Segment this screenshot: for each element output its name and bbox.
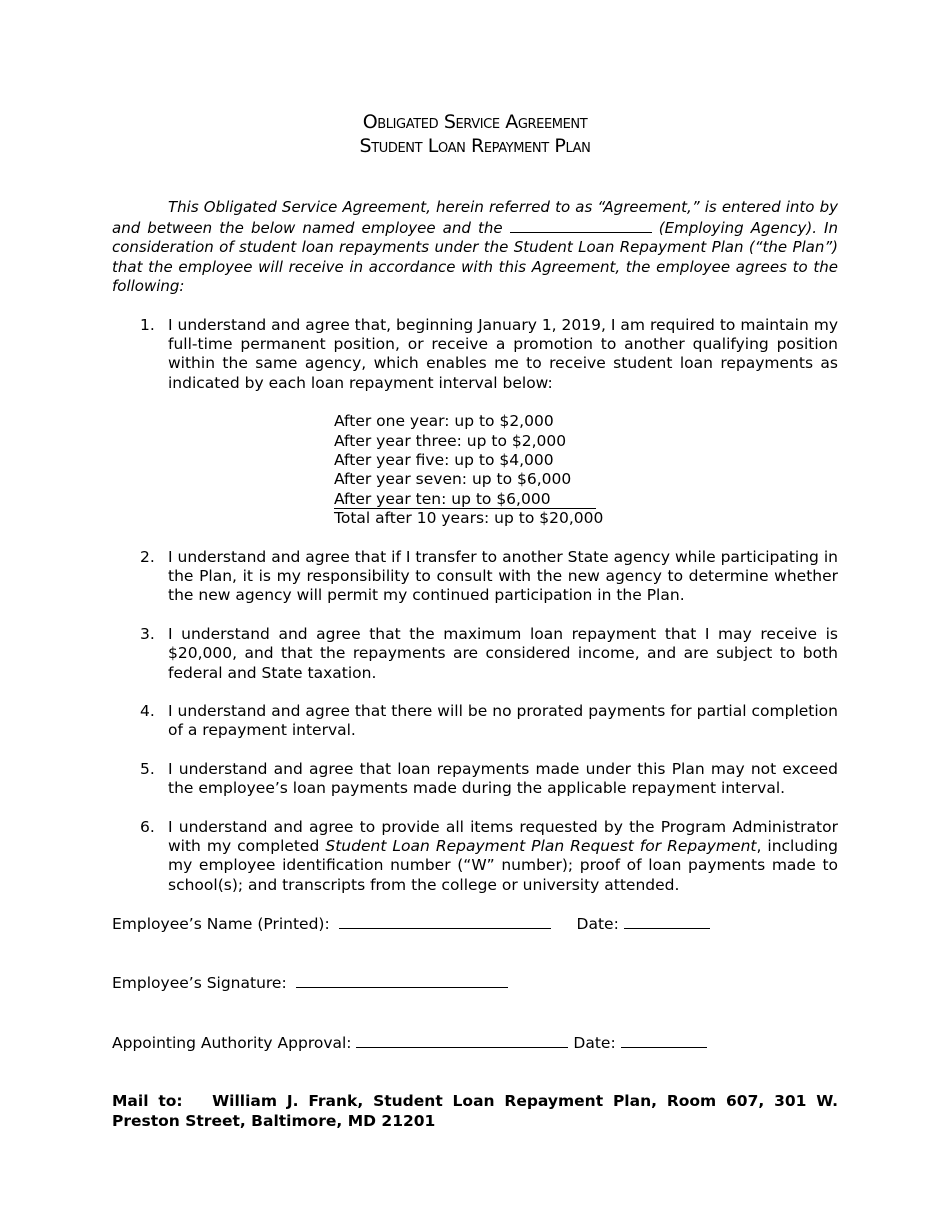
term-text-after: , including my employee identification number (“W” number); proof of loan payments made to school(s); and transcripts from the college or university attended. — [168, 837, 838, 894]
mail-to-address — [112, 1092, 838, 1131]
schedule-row: After year three: up to $2,000 — [334, 431, 567, 450]
mail-address: William J. Frank, Student Loan Repayment Plan, Room 607, 301 W. Preston Street, Baltimore, MD 21201 — [112, 1092, 838, 1130]
intro-text-part-2: (Employing Agency). In consideration of student loan repayments under the Student Loan Repayment Plan (“the Plan”) that the employee will receive in accordance with this Agreement, the employee agrees to the following: — [112, 218, 838, 295]
term-number: 5. — [140, 759, 155, 778]
term-item-1 — [112, 316, 838, 529]
term-item-2 — [112, 548, 838, 606]
term-number: 3. — [140, 624, 155, 643]
term-text: I understand and agree that if I transfer to another State agency while participating in the Plan, it is my responsibility to consult with the new agency to determine whether the new agency will permit my continued participation in the Plan. — [168, 547, 838, 605]
title-line-1: Obligated Service Agreement — [362, 111, 588, 133]
term-number: 4. — [140, 702, 155, 720]
employee-name-label: Employee’s Name (Printed): — [112, 915, 330, 933]
approval-date-label: Date: — [573, 1034, 616, 1052]
term-item-5 — [112, 760, 838, 799]
employee-signature-label: Employee’s Signature: — [112, 974, 287, 992]
term-text: I understand and agree that there will be no prorated payments for partial completion of a repayment interval. — [168, 702, 838, 740]
approval-date-field[interactable] — [621, 1033, 707, 1048]
schedule-row: After one year: up to $2,000 — [334, 412, 554, 431]
term-text-italic: Student Loan Repayment Plan Request for Repayment — [325, 837, 757, 856]
title-line-2: Student Loan Repayment Plan — [359, 135, 591, 157]
schedule-row — [334, 490, 838, 509]
date-label: Date: — [576, 915, 619, 933]
employee-name-row — [112, 914, 710, 934]
employee-name-field[interactable] — [339, 914, 551, 929]
term-item-3 — [112, 625, 838, 683]
mail-label: Mail to: — [112, 1092, 183, 1110]
terms-list — [112, 316, 838, 896]
approval-row — [112, 1033, 707, 1053]
schedule-row: After year seven: up to $6,000 — [334, 470, 572, 489]
term-number: 1. — [140, 315, 155, 334]
term-item-6 — [112, 818, 838, 896]
term-number: 6. — [140, 817, 155, 836]
schedule-row: After year five: up to $4,000 — [334, 450, 554, 469]
date-field[interactable] — [624, 914, 710, 929]
term-text: I understand and agree that loan repayments made under this Plan may not exceed the employee’s loan payments made during the applicable repayment interval. — [168, 759, 838, 798]
repayment-schedule — [334, 412, 838, 528]
employee-signature-field[interactable] — [296, 973, 508, 988]
intro-text-part-1: This Obligated Service Agreement, herein referred to as “Agreement,” is entered into by and between the below named employee and the — [112, 198, 838, 237]
approval-field[interactable] — [356, 1033, 568, 1048]
schedule-row-underlined: After year ten: up to $6,000 — [334, 491, 596, 509]
term-text-before: I understand and agree to provide all items requested by the Program Administrator with my completed — [168, 817, 838, 856]
page-title — [112, 110, 838, 158]
agreement-page — [112, 110, 838, 1130]
term-item-4 — [112, 702, 838, 741]
schedule-total-row: Total after 10 years: up to $20,000 — [334, 509, 604, 528]
term-number: 2. — [140, 547, 155, 566]
intro-paragraph — [112, 198, 838, 297]
term-text: I understand and agree that, beginning January 1, 2019, I am required to maintain my full-time permanent position, or receive a promotion to another qualifying position within the same agency, which enables me to receive student loan repayments as indicated by each loan repayment interval below: — [168, 315, 838, 392]
employing-agency-blank[interactable] — [510, 218, 652, 233]
term-text: I understand and agree that the maximum loan repayment that I may receive is $20,000, and that the repayments are considered income, and are subject to both federal and State taxation. — [168, 624, 838, 682]
approval-label: Appointing Authority Approval: — [112, 1034, 352, 1052]
employee-signature-row — [112, 973, 508, 993]
